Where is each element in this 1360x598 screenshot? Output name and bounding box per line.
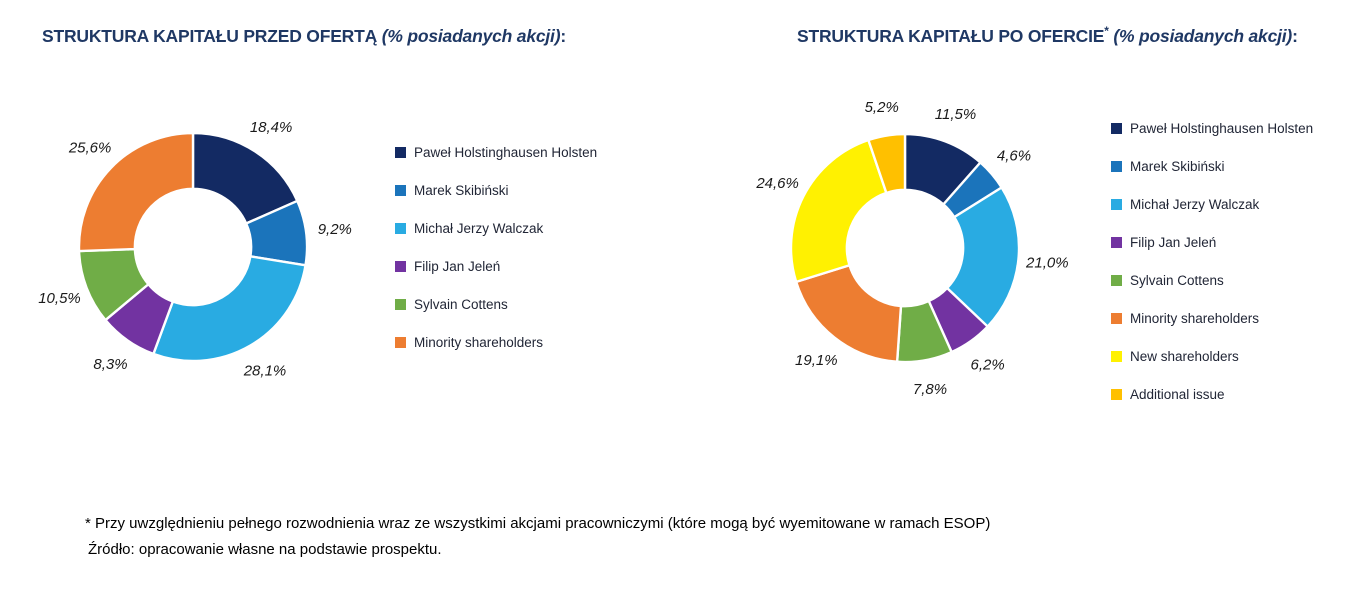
legend-label: New shareholders xyxy=(1130,348,1239,364)
slice-value-label-sylvain-cottens: 7,8% xyxy=(912,380,948,398)
slice-value-label-filip-jan-jele: 6,2% xyxy=(970,356,1005,374)
legend-label: Filip Jan Jeleń xyxy=(1130,234,1217,250)
legend-label: Sylvain Cottens xyxy=(414,296,508,312)
legend-item-micha-jerzy-walczak xyxy=(1111,194,1313,214)
donut-slice-new-shareholders xyxy=(791,140,886,282)
legend-label: Minority shareholders xyxy=(414,334,544,350)
legend-item-minority-shareholders xyxy=(1111,308,1313,328)
legend-swatch-icon xyxy=(1111,313,1122,324)
slice-value-label-marek-skibi-ski: 9,2% xyxy=(317,220,352,238)
slice-value-label-micha-jerzy-walczak: 28,1% xyxy=(243,362,287,380)
slice-value-label-marek-skibi-ski: 4,6% xyxy=(996,147,1032,165)
legend-item-minority-shareholders xyxy=(395,332,597,352)
legend-swatch-icon xyxy=(395,185,406,196)
legend-item-pawe-holstinghausen-holsten xyxy=(395,142,597,162)
donut-chart-after-offer xyxy=(730,88,1120,412)
chart-title-after-offer xyxy=(797,24,1298,47)
chart-title-text: STRUKTURA KAPITAŁU PO OFERCIE xyxy=(797,26,1105,46)
donut-slice-micha-jerzy-walczak xyxy=(153,256,305,361)
chart-title-note: (% posiadanych akcji) xyxy=(377,26,561,46)
legend-swatch-icon xyxy=(1111,161,1122,172)
legend-swatch-icon xyxy=(1111,199,1122,210)
slice-value-label-sylvain-cottens: 10,5% xyxy=(38,290,81,308)
donut-chart-before-offer xyxy=(10,90,390,410)
legend-swatch-icon xyxy=(395,223,406,234)
legend-swatch-icon xyxy=(395,261,406,272)
legend-item-filip-jan-jele xyxy=(1111,232,1313,252)
legend-after-offer xyxy=(1111,118,1313,422)
slice-value-label-additional-issue: 5,2% xyxy=(864,98,899,116)
legend-swatch-icon xyxy=(395,337,406,348)
slice-value-label-pawe-holstinghausen-holsten: 11,5% xyxy=(934,106,977,124)
legend-item-new-shareholders xyxy=(1111,346,1313,366)
legend-item-sylvain-cottens xyxy=(1111,270,1313,290)
chart-title-colon: : xyxy=(1292,26,1298,46)
legend-label: Sylvain Cottens xyxy=(1130,272,1224,288)
legend-swatch-icon xyxy=(1111,237,1122,248)
legend-label: Additional issue xyxy=(1130,386,1225,402)
legend-label: Paweł Holstinghausen Holsten xyxy=(1130,120,1314,136)
legend-before-offer xyxy=(395,142,597,370)
legend-swatch-icon xyxy=(1111,275,1122,286)
footnote-source: Źródło: opracowanie własne na podstawie prospektu. xyxy=(88,541,442,558)
slice-value-label-filip-jan-jele: 8,3% xyxy=(93,355,128,373)
chart-title-colon: : xyxy=(560,26,566,46)
chart-title-note: (% posiadanych akcji) xyxy=(1108,26,1293,46)
legend-label: Michał Jerzy Walczak xyxy=(414,220,544,236)
legend-swatch-icon xyxy=(395,147,406,158)
slice-value-label-micha-jerzy-walczak: 21,0% xyxy=(1026,254,1069,272)
legend-item-micha-jerzy-walczak xyxy=(395,218,597,238)
legend-swatch-icon xyxy=(1111,351,1122,362)
legend-label: Marek Skibiński xyxy=(414,182,509,198)
legend-label: Filip Jan Jeleń xyxy=(414,258,501,274)
donut-slice-minority-shareholders xyxy=(796,265,901,361)
title-asterisk: * xyxy=(1104,24,1109,38)
legend-item-sylvain-cottens xyxy=(395,294,597,314)
legend-label: Michał Jerzy Walczak xyxy=(1130,196,1260,212)
legend-item-marek-skibi-ski xyxy=(395,180,597,200)
legend-swatch-icon xyxy=(1111,389,1122,400)
legend-item-additional-issue xyxy=(1111,384,1313,404)
legend-swatch-icon xyxy=(395,299,406,310)
slice-value-label-minority-shareholders: 25,6% xyxy=(68,139,112,157)
slice-value-label-minority-shareholders: 19,1% xyxy=(795,352,838,370)
legend-label: Paweł Holstinghausen Holsten xyxy=(414,144,598,160)
chart-title-before-offer xyxy=(42,24,566,47)
legend-item-pawe-holstinghausen-holsten xyxy=(1111,118,1313,138)
legend-item-filip-jan-jele xyxy=(395,256,597,276)
chart-title-text: STRUKTURA KAPITAŁU PRZED OFERTĄ xyxy=(42,26,378,46)
slice-value-label-new-shareholders: 24,6% xyxy=(756,175,799,193)
legend-label: Minority shareholders xyxy=(1130,310,1260,326)
slice-value-label-pawe-holstinghausen-holsten: 18,4% xyxy=(249,119,293,137)
legend-label: Marek Skibiński xyxy=(1130,158,1225,174)
legend-item-marek-skibi-ski xyxy=(1111,156,1313,176)
footnote-esop-note: * Przy uwzględnieniu pełnego rozwodnienia wraz ze wszystkimi akcjami pracowniczymi (które mogą być wyemitowane w ramach ESOP) xyxy=(85,515,991,532)
footnote xyxy=(85,511,990,563)
legend-swatch-icon xyxy=(1111,123,1122,134)
